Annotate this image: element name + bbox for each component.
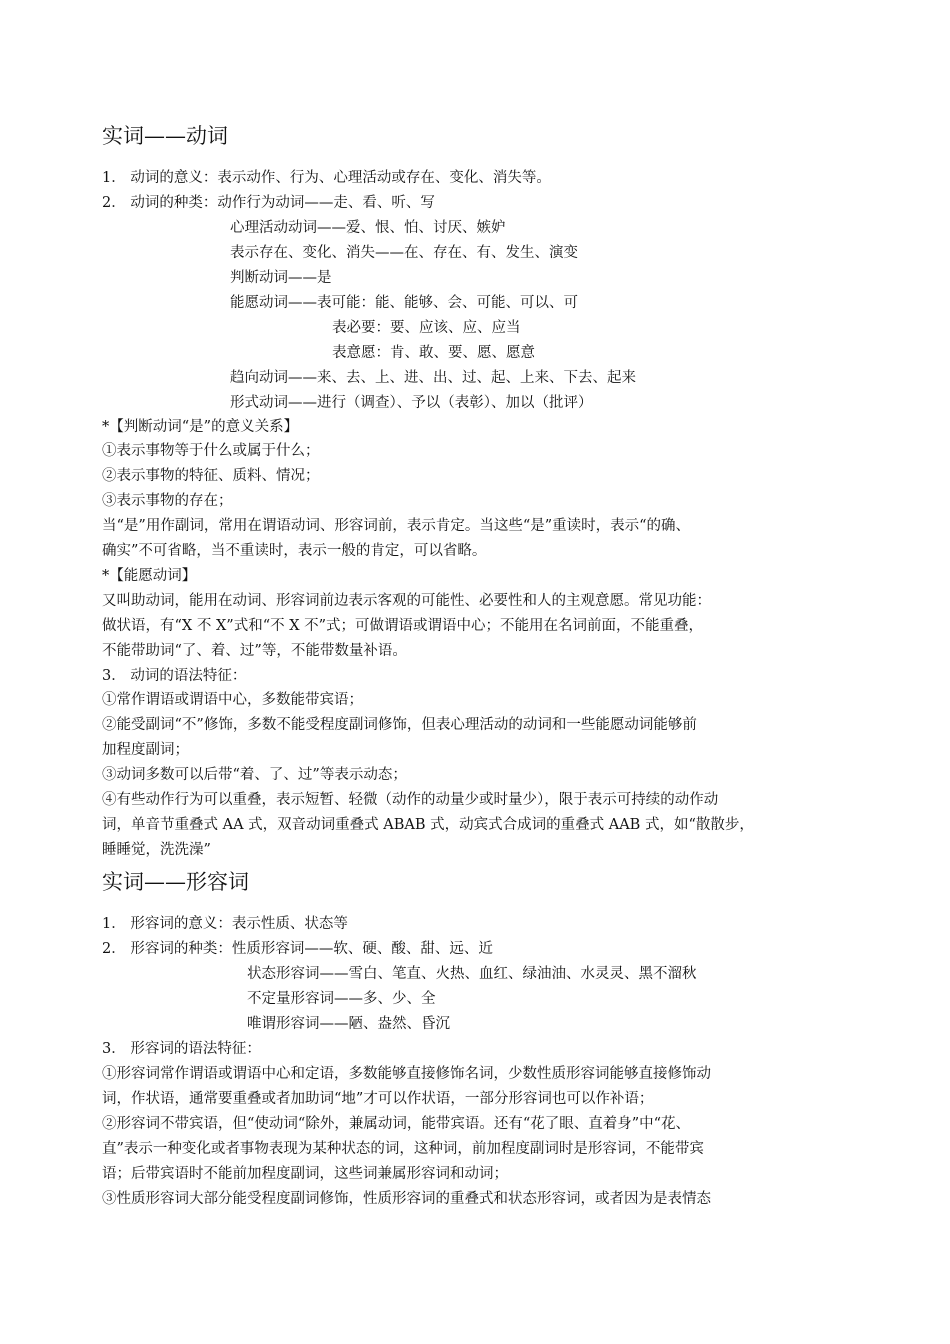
text-line: 形式动词——进行（调查）、予以（表彰）、加以（批评） — [230, 395, 593, 411]
text-line: 词，单音节重叠式 AA 式，双音动词重叠式 ABAB 式，动宾式合成词的重叠式 AAB 式，如“散散步， — [102, 817, 754, 833]
text-line: 2． 动词的种类：动作行为动词——走、看、听、写 — [102, 195, 435, 211]
text-line: 心理活动动词——爱、恨、怕、讨厌、嫉妒 — [230, 220, 506, 236]
text-line: 1． 动词的意义：表示动作、行为、心理活动或存在、变化、消失等。 — [102, 170, 551, 186]
text-line: 判断动词——是 — [230, 270, 332, 286]
text-line: ③性质形容词大部分能受程度副词修饰，性质形容词的重叠式和状态形容词，或者因为是表情态 — [102, 1191, 711, 1207]
section-heading-verb: 实词——动词 — [102, 124, 228, 148]
text-line: ①表示事物等于什么或属于什么； — [102, 443, 320, 459]
text-line: 唯谓形容词——陋、盎然、昏沉 — [247, 1016, 450, 1032]
text-line: ③动词多数可以后带“着、了、过”等表示动态； — [102, 767, 407, 783]
text-line: 做状语，有“X 不 X”式和“不 X 不”式；可做谓语或谓语中心；不能用在名词前面，不能重叠， — [102, 618, 704, 634]
text-line: 睡睡觉，洗洗澡” — [102, 842, 211, 858]
text-line: 加程度副词； — [102, 742, 189, 758]
text-line: 3． 动词的语法特征： — [102, 668, 247, 684]
text-line: ②能受副词“不”修饰，多数不能受程度副词修饰，但表心理活动的动词和一些能愿动词能够前 — [102, 717, 697, 733]
section-heading-adjective: 实词——形容词 — [102, 870, 249, 894]
text-line: 3． 形容词的语法特征： — [102, 1041, 261, 1057]
text-line: ③表示事物的存在； — [102, 493, 233, 509]
text-line: 2． 形容词的种类：性质形容词——软、硬、酸、甜、远、近 — [102, 941, 493, 957]
text-line: 词，作状语，通常要重叠或者加助词“地”才可以作状语，一部分形容词也可以作补语； — [102, 1091, 654, 1107]
text-line: 表示存在、变化、消失——在、存在、有、发生、演变 — [230, 245, 578, 261]
text-line: ④有些动作行为可以重叠，表示短暂、轻微（动作的动量少或时量少），限于表示可持续的动作动 — [102, 792, 719, 808]
text-line: *【判断动词“是”的意义关系】 — [102, 419, 299, 435]
text-line: 语；后带宾语时不能前加程度副词，这些词兼属形容词和动词； — [102, 1166, 508, 1182]
text-line: 当“是”用作副词，常用在谓语动词、形容词前，表示肯定。当这些“是”重读时，表示“的确、 — [102, 518, 691, 534]
text-line: 不定量形容词——多、少、全 — [247, 991, 436, 1007]
text-line: ①常作谓语或谓语中心，多数能带宾语； — [102, 692, 363, 708]
text-line: 1． 形容词的意义：表示性质、状态等 — [102, 916, 348, 932]
text-line: 状态形容词——雪白、笔直、火热、血红、绿油油、水灵灵、黑不溜秋 — [247, 966, 697, 982]
text-line: 不能带助词“了、着、过”等，不能带数量补语。 — [102, 643, 407, 659]
text-line: 又叫助动词，能用在动词、形容词前边表示客观的可能性、必要性和人的主观意愿。常见功能： — [102, 593, 711, 609]
text-line: 表意愿：肯、敢、要、愿、愿意 — [332, 345, 535, 361]
text-line: 表必要：要、应该、应、应当 — [332, 320, 521, 336]
text-line: *【能愿动词】 — [102, 568, 197, 584]
text-line: ②形容词不带宾语，但“使动词“除外，兼属动词，能带宾语。还有“花了眼、直着身”中“花、 — [102, 1116, 691, 1132]
text-line: ②表示事物的特征、质料、情况； — [102, 468, 320, 484]
text-line: ①形容词常作谓语或谓语中心和定语，多数能够直接修饰名词，少数性质形容词能够直接修饰动 — [102, 1066, 711, 1082]
text-line: 趋向动词——来、去、上、进、出、过、起、上来、下去、起来 — [230, 370, 636, 386]
text-line: 直”表示一种变化或者事物表现为某种状态的词，这种词，前加程度副词时是形容词，不能带宾 — [102, 1141, 704, 1157]
text-line: 确实”不可省略，当不重读时，表示一般的肯定，可以省略。 — [102, 543, 487, 559]
text-line: 能愿动词——表可能：能、能够、会、可能、可以、可 — [230, 295, 578, 311]
